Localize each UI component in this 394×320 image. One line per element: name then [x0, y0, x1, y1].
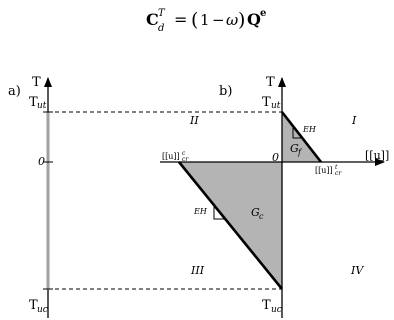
quadrant-3-label: III: [191, 264, 205, 277]
panel-b-u-axis-label: [[u]]: [365, 149, 390, 162]
crack-pos-label: [[u]]: [315, 166, 333, 175]
formula: [146, 8, 266, 34]
formula-close-paren: ): [238, 9, 246, 31]
crack-neg-sup: c: [182, 150, 186, 157]
g-compression-sub: c: [259, 212, 264, 221]
quadrant-4-label: IV: [351, 264, 364, 277]
crack-pos-sup: t: [335, 164, 338, 171]
eh-tension-label: EH: [303, 125, 316, 134]
formula-equals: =: [174, 10, 188, 29]
panel-b-zero-label: 0: [272, 151, 279, 164]
quadrant-1-label: I: [352, 114, 357, 127]
g-tension-label: G: [290, 142, 299, 155]
panel-b: [48, 75, 389, 318]
g-compression-label: G: [251, 206, 260, 219]
panel-b-label: b): [219, 84, 233, 99]
formula-one: 1: [200, 11, 210, 29]
panel-b-tut-sub: ut: [271, 101, 281, 111]
panel-b-tut-label: T: [262, 95, 271, 110]
crack-neg-label: [[u]]: [162, 152, 180, 161]
panel-a-label: a): [8, 84, 21, 99]
panel-a-axis-label: T: [32, 75, 41, 90]
formula-omega: ω: [226, 11, 239, 29]
panel-b-axis-label: T: [266, 75, 275, 90]
eh-compression-label: EH: [194, 207, 207, 216]
panel-a-tut-label: T: [29, 95, 38, 110]
formula-open-paren: (: [191, 9, 199, 31]
formula-minus: −: [212, 11, 225, 29]
panel-a-tuc-sub: uc: [37, 305, 48, 315]
formula-lhs-sup: T: [158, 8, 165, 19]
crack-neg-sub: cr: [182, 156, 189, 163]
formula-lhs-sub: d: [158, 23, 165, 34]
formula-matrix: Q: [247, 10, 261, 29]
panel-a-tut-sub: ut: [37, 101, 47, 111]
panel-b-tuc-label: T: [262, 298, 271, 313]
panel-b-tuc-sub: uc: [271, 305, 282, 315]
panel-a: [8, 75, 53, 318]
formula-lhs: C: [146, 10, 159, 29]
crack-pos-sub: cr: [335, 170, 342, 177]
panel-a-tuc-label: T: [29, 298, 38, 313]
panel-a-zero-label: 0: [38, 155, 45, 168]
formula-matrix-sup: e: [260, 8, 267, 19]
panel-a-gray-bar: [47, 112, 50, 290]
g-tension-sub: f: [298, 148, 301, 157]
quadrant-2-label: II: [190, 114, 199, 127]
